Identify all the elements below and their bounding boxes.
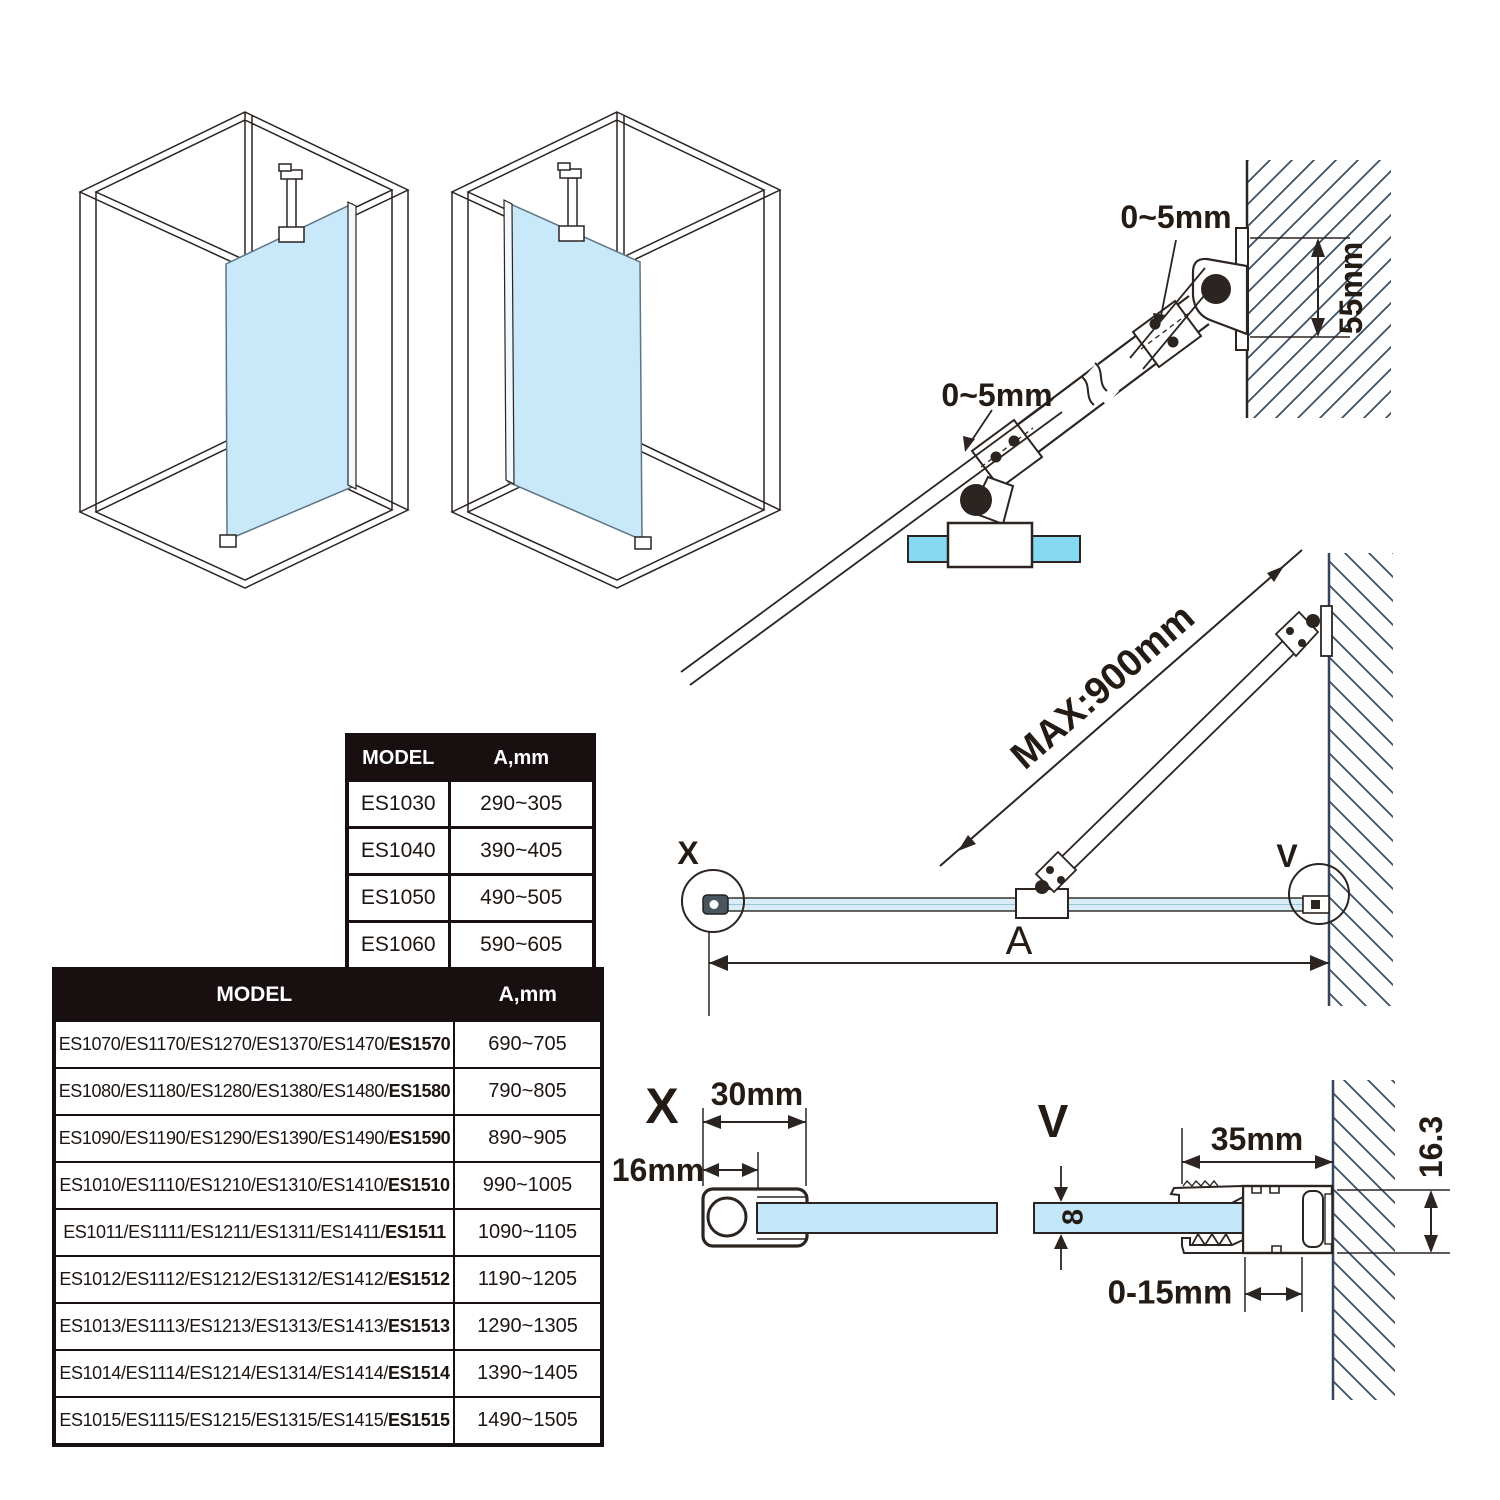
glass-edge-profile [504,200,514,484]
glass-panel [506,202,642,540]
a-range-cell: 1290~1305 [454,1303,602,1350]
dim-label-0-5mm-top: 0~5mm [1120,199,1232,235]
table-cell: 590~605 [449,922,594,970]
model-list-cell: ES1013/ES1113/ES1213/ES1313/ES1413/ES1513 [54,1303,454,1350]
model-size-table-small [345,733,596,971]
column-header-a-mm: A,mm [454,969,602,1021]
round-tube [708,1198,746,1236]
isometric-view-right [80,112,408,588]
table-row [54,1303,602,1350]
dim-label-max-900mm: MAX:900mm [1003,596,1203,778]
support-bar-detail [681,160,1391,685]
ceiling-support-bar [287,178,296,234]
wall-hatch [1329,553,1393,1006]
table-cell: 490~505 [449,875,594,922]
max-900-dim-line [940,550,1302,866]
table-cell: ES1030 [347,781,449,828]
glass-panel [226,204,352,540]
model-list-cell: ES1014/ES1114/ES1214/ES1314/ES1414/ES1514 [54,1350,454,1397]
dim-label-0-15mm: 0-15mm [1107,1273,1233,1311]
table-row [54,1209,602,1256]
column-header-a-mm: A,mm [449,735,594,781]
support-bar-plan [1046,628,1308,884]
table-row [54,1350,602,1397]
glass-clamp-block [948,523,1032,567]
dim-label-a: A [1005,919,1033,963]
table-header-row [347,735,594,781]
glass-clamp [279,227,304,242]
spring-serration [1192,1234,1232,1245]
table-row [54,1021,602,1069]
table-header-row [54,969,602,1021]
lower-jaw [1182,1238,1243,1253]
detail-label-x: X [645,1078,679,1134]
plan-view [682,550,1393,1016]
model-list-cell: ES1015/ES1115/ES1215/ES1315/ES1415/ES1515 [54,1397,454,1445]
model-list-cell: ES1090/ES1190/ES1290/ES1390/ES1490/ES1590 [54,1115,454,1162]
a-range-cell: 890~905 [454,1115,602,1162]
dim-label-30mm: 30mm [710,1076,804,1112]
isometric-view-left [452,112,780,588]
table-row [347,828,594,875]
a-range-cell: 1190~1205 [454,1256,602,1303]
a-range-cell: 1090~1105 [454,1209,602,1256]
model-list-cell: ES1010/ES1110/ES1210/ES1310/ES1410/ES1510 [54,1162,454,1209]
table-cell: ES1040 [347,828,449,875]
detail-x-section [703,1108,997,1246]
glass-piece-right [1032,536,1080,562]
a-range-cell: 1390~1405 [454,1350,602,1397]
a-range-cell: 1490~1505 [454,1397,602,1445]
glass-edge-profile [348,202,356,489]
table-row [347,922,594,970]
dim-label-55mm: 55mm [1333,241,1369,335]
table-row [347,875,594,922]
floor-foot [635,537,651,549]
upper-jaw [1171,1186,1243,1203]
wall-plate-plan [1321,606,1332,656]
table-row [54,1162,602,1209]
table-row [54,1115,602,1162]
model-list-cell: ES1070/ES1170/ES1270/ES1370/ES1470/ES1570 [54,1021,454,1069]
dim-label-16-3: 16.3 [1413,1115,1449,1179]
model-list-cell: ES1011/ES1111/ES1211/ES1311/ES1411/ES1511 [54,1209,454,1256]
table-row [54,1068,602,1115]
gasket [1303,1191,1323,1247]
model-size-table-large [52,967,604,1447]
table-cell: 290~305 [449,781,594,828]
model-list-cell: ES1012/ES1112/ES1212/ES1312/ES1412/ES1512 [54,1256,454,1303]
model-list-cell: ES1080/ES1180/ES1280/ES1380/ES1480/ES1580 [54,1068,454,1115]
dim-label-0-5mm-bottom: 0~5mm [941,377,1053,413]
callout-label-v-plan: V [1276,838,1298,874]
a-range-cell: 690~705 [454,1021,602,1069]
table-row [347,781,594,828]
column-header-model: MODEL [54,969,454,1021]
detail-label-v: V [1037,1095,1069,1147]
callout-label-x-plan: X [677,835,699,871]
wall-hatch [1333,1080,1395,1400]
lower-hinge-plate [972,420,1042,488]
glass-clamp [559,226,584,241]
pivot-knob [1201,274,1231,304]
dim-label-16mm: 16mm [611,1152,705,1188]
table-cell: 390~405 [449,828,594,875]
a-range-cell: 990~1005 [454,1162,602,1209]
table-cell: ES1050 [347,875,449,922]
pivot-knob [960,484,992,516]
dim-label-35mm: 35mm [1210,1121,1304,1157]
column-header-model: MODEL [347,735,449,781]
a-range-cell: 790~805 [454,1068,602,1115]
floor-foot [220,535,236,547]
table-row [54,1256,602,1303]
glass-piece-left [908,536,948,562]
dim-label-8: 8 [1057,1208,1090,1226]
table-cell: ES1060 [347,922,449,970]
table-row [54,1397,602,1445]
glass-section [757,1203,997,1233]
